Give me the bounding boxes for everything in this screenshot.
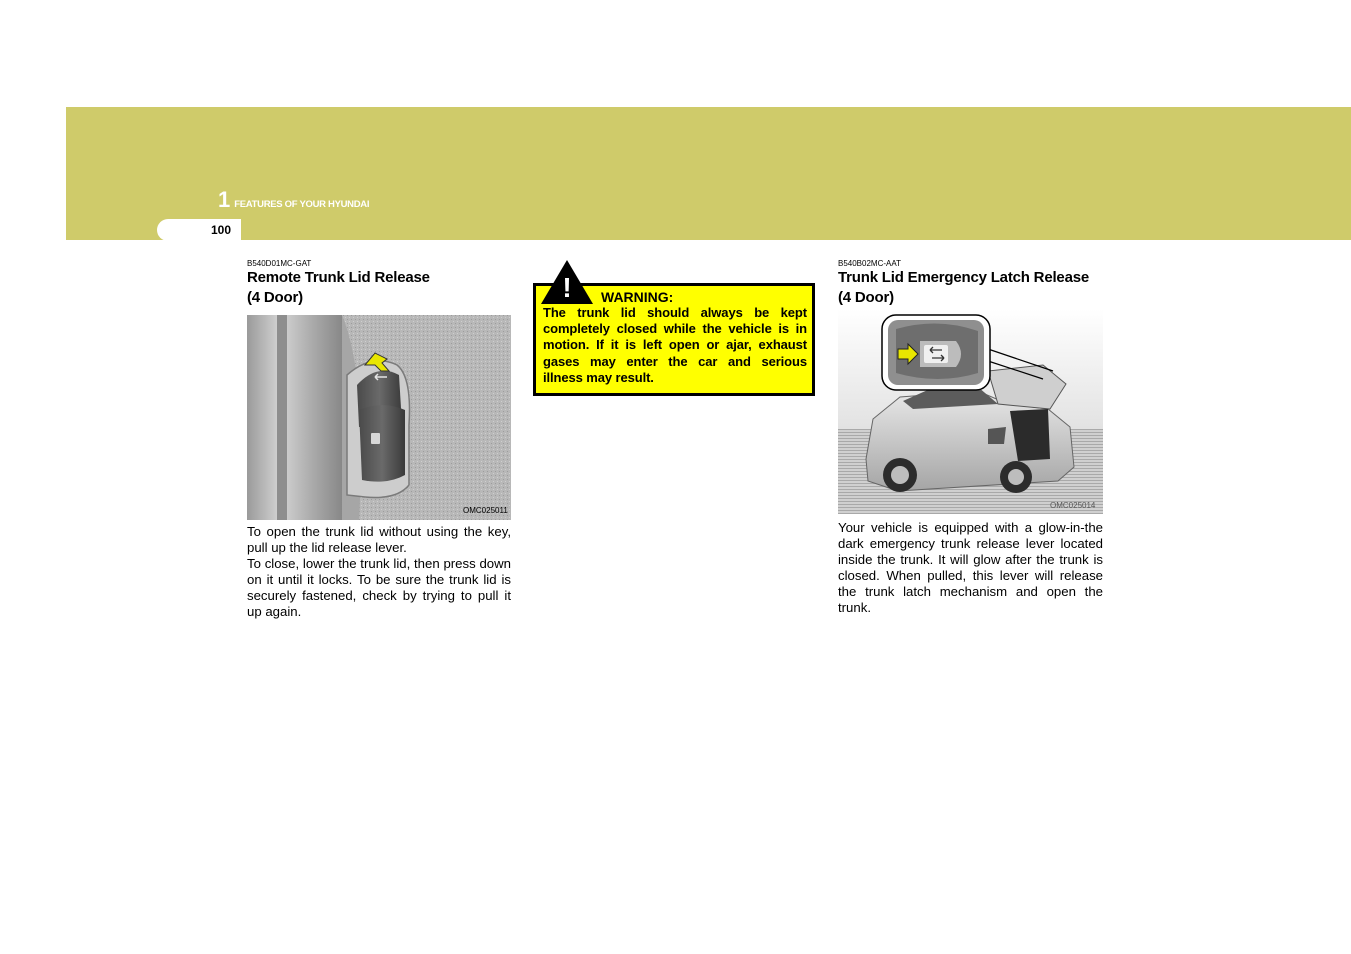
section-body <box>247 524 511 620</box>
paragraph: To open the trunk lid without using the key, pull up the lid release lever. <box>247 524 511 555</box>
figure-caption: OMC025011 <box>463 506 508 515</box>
section-title-line1: Remote Trunk Lid Release <box>247 269 430 286</box>
section-code: B540B02MC-AAT <box>838 259 901 268</box>
trunk-release-lever-figure <box>247 315 511 520</box>
warning-triangle-icon <box>541 260 593 304</box>
figure-caption: OMC025014 <box>1050 501 1096 510</box>
header-band <box>66 107 1351 240</box>
chapter-heading <box>218 187 369 213</box>
paragraph: Your vehicle is equipped with a glow-in-the dark emergency trunk release lever located inside the trunk. It will glow after the trunk is closed. When pulled, this lever will release the trunk latch mechanism and open the trunk. <box>838 520 1103 615</box>
section-code: B540D01MC-GAT <box>247 259 312 268</box>
section-body <box>838 520 1103 616</box>
chapter-number: 1 <box>218 187 231 212</box>
paragraph: To close, lower the trunk lid, then press down on it until it locks. To be sure the trunk lid is securely fastened, check by trying to pull it up again. <box>247 556 511 619</box>
car-open-trunk-illustration <box>838 309 1103 514</box>
section-title-line2: (4 Door) <box>838 288 894 306</box>
section-title-line1: Trunk Lid Emergency Latch Release <box>838 269 1089 286</box>
warning-title: WARNING: <box>601 289 674 305</box>
chapter-title: FEATURES OF YOUR HYUNDAI <box>234 199 370 210</box>
lever-illustration <box>247 315 511 520</box>
svg-text:!: ! <box>562 272 572 303</box>
section-title-line2: (4 Door) <box>247 288 303 306</box>
warning-text: The trunk lid should always be kept completely closed while the vehicle is in motion. If it is left open or ajar, exhaust gases may enter the car and serious illness may result. <box>543 305 807 385</box>
section-title <box>247 268 517 307</box>
section-title <box>838 268 1113 307</box>
page-number: 100 <box>211 223 232 237</box>
emergency-latch-figure <box>838 309 1103 514</box>
